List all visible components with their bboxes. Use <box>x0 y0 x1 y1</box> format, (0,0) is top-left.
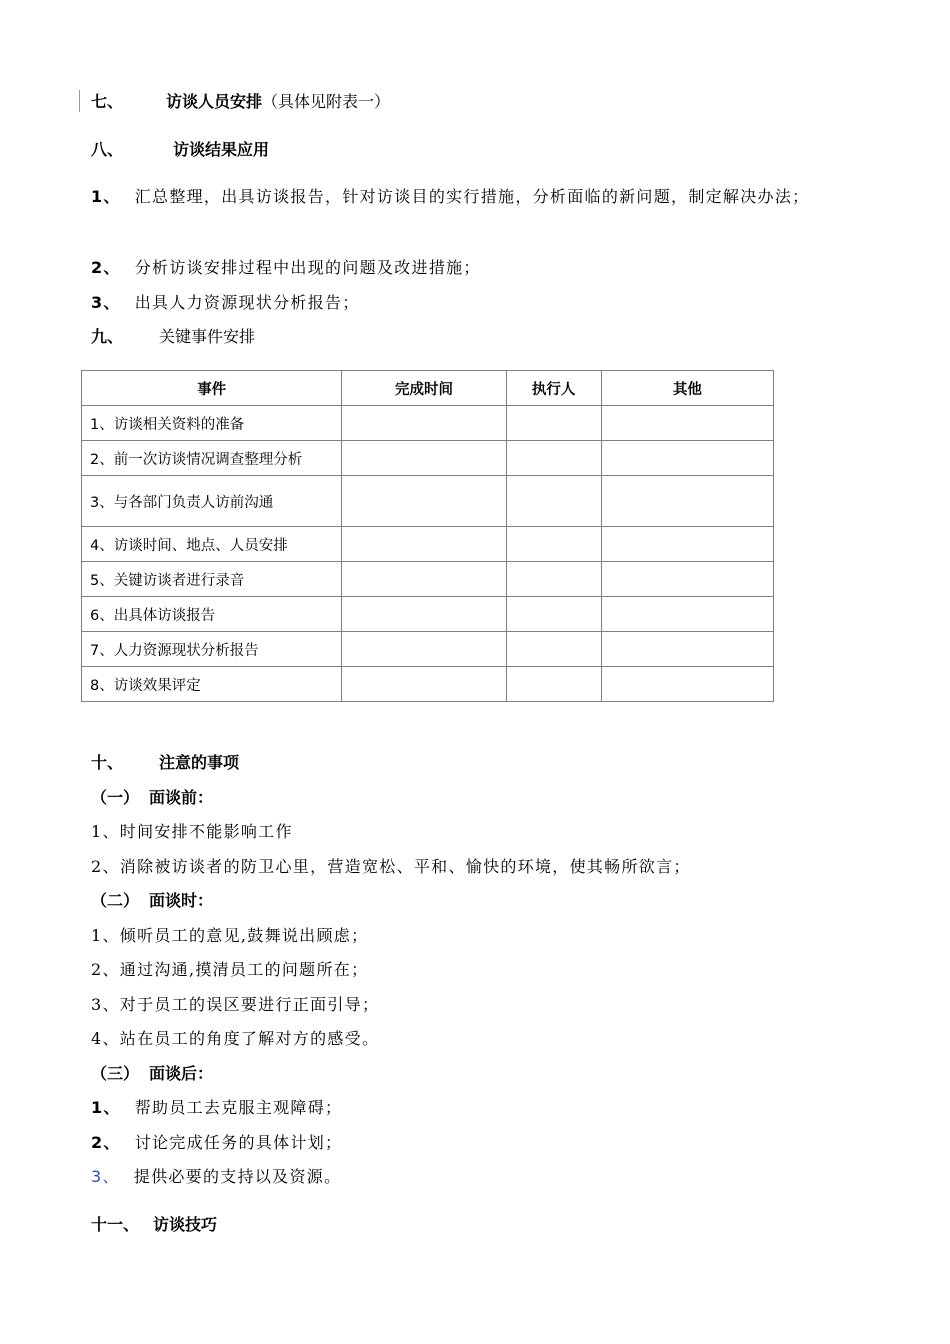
result-item-1: 1、 汇总整理，出具访谈报告，针对访谈目的实行措施，分析面临的新问题，制定解决办法； <box>91 187 810 206</box>
header-other: 其他 <box>601 371 773 406</box>
time-cell[interactable] <box>342 406 506 441</box>
time-cell[interactable] <box>342 441 506 476</box>
event-cell: 2、前一次访谈情况调查整理分析 <box>82 441 342 476</box>
event-cell: 5、关键访谈者进行录音 <box>82 562 342 597</box>
executor-cell[interactable] <box>506 597 601 632</box>
other-cell[interactable] <box>601 476 773 527</box>
time-cell[interactable] <box>342 527 506 562</box>
list-item: 1、 帮助员工去克服主观障碍； <box>91 1098 343 1117</box>
table-row <box>82 441 774 476</box>
section-9-number: 九、 <box>91 327 124 346</box>
list-item: 3、 提供必要的支持以及资源。 <box>91 1167 342 1186</box>
executor-cell[interactable] <box>506 406 601 441</box>
table-header-row <box>82 371 774 406</box>
other-cell[interactable] <box>601 632 773 667</box>
list-item: 2、消除被访谈者的防卫心里，营造宽松、平和、愉快的环境，使其畅所欲言； <box>91 857 691 876</box>
header-executor: 执行人 <box>506 371 601 406</box>
executor-cell[interactable] <box>506 632 601 667</box>
executor-cell[interactable] <box>506 667 601 702</box>
section-10-title: 注意的事项 <box>159 753 240 772</box>
section-11-heading <box>91 1215 217 1235</box>
section-7-number: 七、 <box>91 92 124 111</box>
time-cell[interactable] <box>342 476 506 527</box>
section-10-number: 十、 <box>91 753 124 772</box>
event-cell: 7、人力资源现状分析报告 <box>82 632 342 667</box>
event-cell: 8、访谈效果评定 <box>82 667 342 702</box>
list-item: 1、倾听员工的意见,鼓舞说出顾虑； <box>91 926 369 945</box>
table-row <box>82 476 774 527</box>
list-item: 2、通过沟通,摸清员工的问题所在； <box>91 960 369 979</box>
event-cell: 3、与各部门负责人访前沟通 <box>82 476 342 527</box>
table-row <box>82 632 774 667</box>
table-row <box>82 667 774 702</box>
section-7-title: 访谈人员安排 <box>166 92 263 111</box>
header-finish-time: 完成时间 <box>342 371 506 406</box>
other-cell[interactable] <box>601 562 773 597</box>
before-heading: （一） 面谈前： <box>91 788 214 807</box>
section-8-number: 八、 <box>91 140 124 159</box>
header-event: 事件 <box>82 371 342 406</box>
time-cell[interactable] <box>342 632 506 667</box>
section-7-heading <box>91 92 390 112</box>
after-heading: （三） 面谈后： <box>91 1064 214 1083</box>
result-item-3: 3、 出具人力资源现状分析报告； <box>91 293 360 312</box>
other-cell[interactable] <box>601 597 773 632</box>
time-cell[interactable] <box>342 667 506 702</box>
section-9-heading <box>91 327 255 347</box>
list-item: 3、对于员工的误区要进行正面引导； <box>91 995 380 1014</box>
during-heading: （二） 面谈时： <box>91 891 214 910</box>
section-11-number: 十一、 <box>91 1215 140 1234</box>
table-row <box>82 527 774 562</box>
list-item: 4、站在员工的角度了解对方的感受。 <box>91 1029 380 1048</box>
text-cursor <box>79 90 80 112</box>
executor-cell[interactable] <box>506 527 601 562</box>
other-cell[interactable] <box>601 406 773 441</box>
event-cell: 4、访谈时间、地点、人员安排 <box>82 527 342 562</box>
time-cell[interactable] <box>342 562 506 597</box>
list-item: 1、时间安排不能影响工作 <box>91 822 293 841</box>
table-row <box>82 562 774 597</box>
other-cell[interactable] <box>601 667 773 702</box>
time-cell[interactable] <box>342 597 506 632</box>
section-11-title: 访谈技巧 <box>153 1215 218 1234</box>
section-8-heading <box>91 140 269 160</box>
event-cell: 6、出具体访谈报告 <box>82 597 342 632</box>
event-cell: 1、访谈相关资料的准备 <box>82 406 342 441</box>
section-10-heading <box>91 753 239 773</box>
other-cell[interactable] <box>601 441 773 476</box>
list-item: 2、 讨论完成任务的具体计划； <box>91 1133 343 1152</box>
executor-cell[interactable] <box>506 476 601 527</box>
key-events-table <box>81 370 774 702</box>
executor-cell[interactable] <box>506 562 601 597</box>
section-7-note: （具体见附表一） <box>262 92 391 111</box>
other-cell[interactable] <box>601 527 773 562</box>
section-8-title: 访谈结果应用 <box>173 140 270 159</box>
section-9-title: 关键事件安排 <box>159 327 256 346</box>
table-row <box>82 406 774 441</box>
table-row <box>82 597 774 632</box>
result-item-2: 2、 分析访谈安排过程中出现的问题及改进措施； <box>91 258 481 277</box>
executor-cell[interactable] <box>506 441 601 476</box>
